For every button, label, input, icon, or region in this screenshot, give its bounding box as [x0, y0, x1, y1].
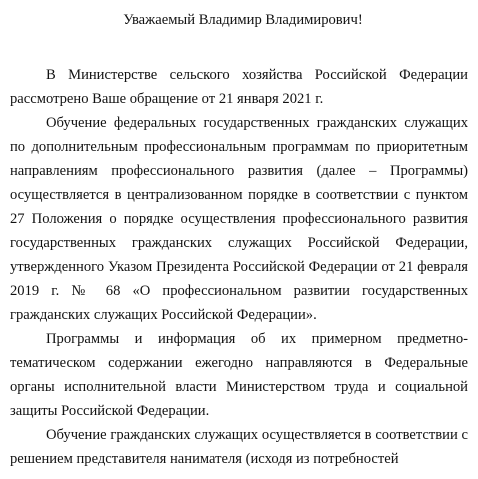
salutation: Уважаемый Владимир Владимирович!: [123, 12, 363, 28]
spacer: [10, 32, 468, 63]
paragraph-appeal-reviewed: В Министерстве сельского хозяйства Российской Федерации рассмотрено Ваше обращение от 21 января 2021 г.: [10, 67, 468, 107]
paragraph-program-distribution: Программы и информация об их примерном предметно-тематическом содержании ежегодно направляются в Федеральные органы исполнительной власти Министерством труда и социальной защиты Российской Федерации.: [10, 331, 468, 419]
paragraph-training-decision: Обучение гражданских служащих осуществляется в соответствии с решением представителя нанимателя (исходя из потребностей: [10, 427, 468, 467]
letter-body: [10, 8, 468, 471]
paragraph-training-programs: Обучение федеральных государственных гражданских служащих по дополнительным профессиональным программам по приоритетным направлениям профессионального развития (далее – Программы) осуществляется в централизованном порядке в соответствии с пунктом 27 Положения о порядке осуществления профессионального развития государственных гражданских служащих Российской Федерации, утвержденного Указом Президента Российской Федерации от 21 февраля 2019 г. № 68 «О профессиональном развитии государственных гражданских служащих Российской Федерации».: [10, 115, 468, 323]
